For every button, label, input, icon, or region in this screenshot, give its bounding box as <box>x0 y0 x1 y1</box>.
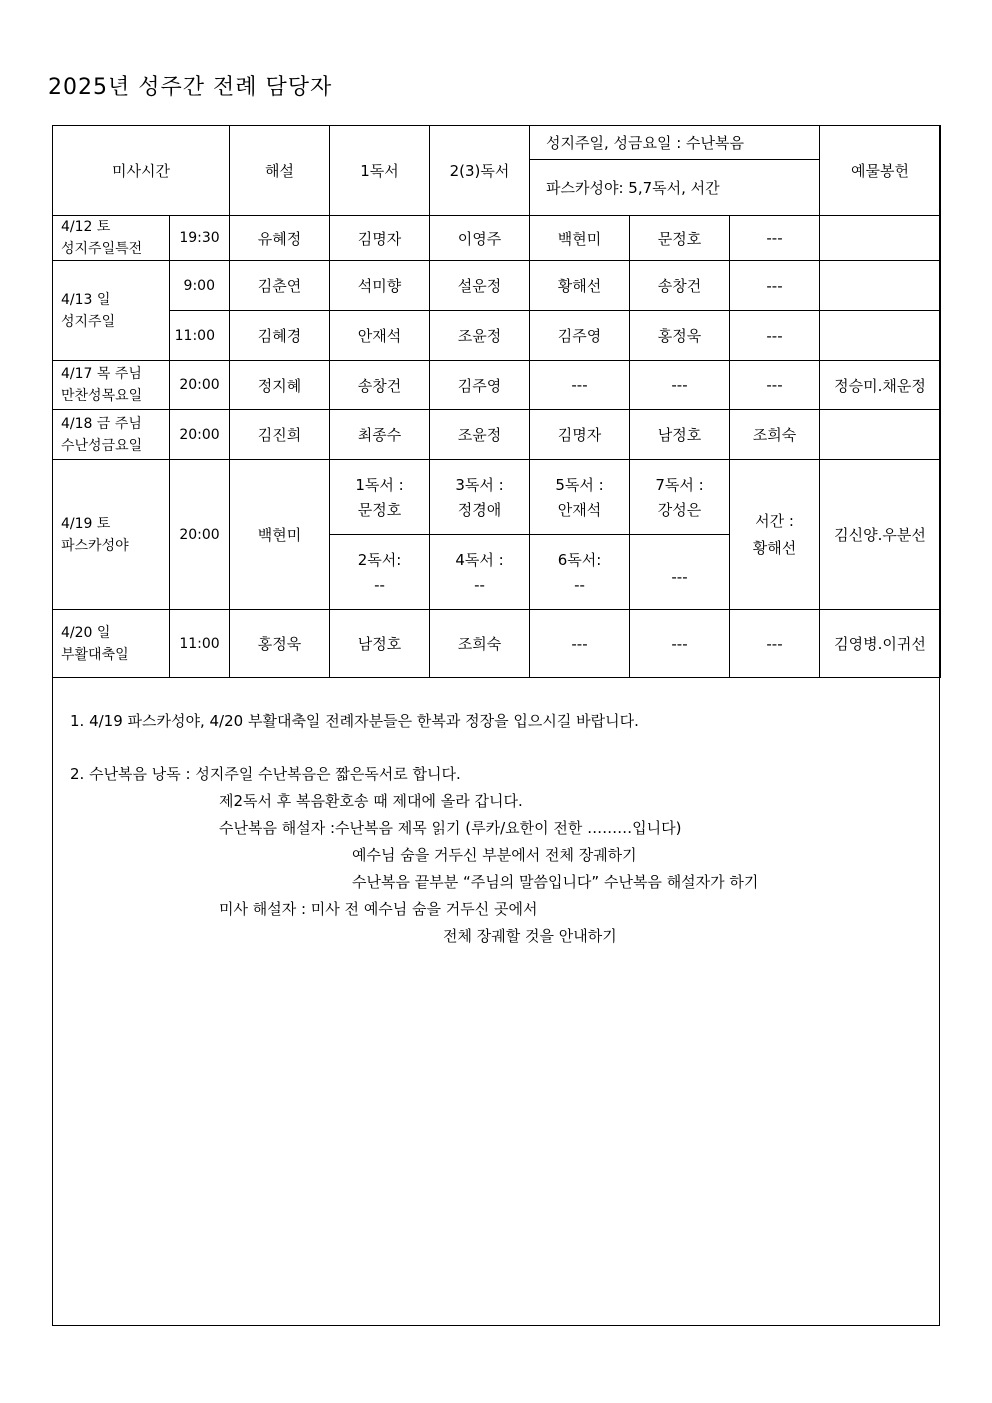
header-passion-bottom: 파스카성야: 5,7독서, 서간 <box>530 160 820 216</box>
passion-cell: --- <box>730 311 820 361</box>
header-offering: 예물봉헌 <box>820 126 941 216</box>
passion-cell: --- <box>730 216 820 261</box>
passion-cell: --- <box>730 610 820 678</box>
time-cell: 20:00 <box>170 410 230 460</box>
reader23-cell: 김주영 <box>430 361 530 410</box>
passion-cell: --- <box>630 361 730 410</box>
offering-cell <box>820 261 941 311</box>
reader1-cell: 송창건 <box>330 361 430 410</box>
vigil-reading-cell: 6독서: -- <box>530 535 630 610</box>
passion-cell: 송창건 <box>630 261 730 311</box>
header-commentary: 해설 <box>230 126 330 216</box>
passion-cell: --- <box>730 261 820 311</box>
table-row <box>53 410 941 460</box>
reader1-cell: 남정호 <box>330 610 430 678</box>
passion-cell: --- <box>630 610 730 678</box>
reader1-cell: 안재석 <box>330 311 430 361</box>
note-line: 2. 수난복음 낭독 : 성지주일 수난복음은 짧은독서로 합니다. <box>70 765 461 783</box>
note-line: 수난복음 끝부분 “주님의 말씀입니다” 수난복음 해설자가 하기 <box>352 873 759 891</box>
note-line: 미사 해설자 : 미사 전 예수님 숨을 거두신 곳에서 <box>219 900 538 918</box>
header-reader1: 1독서 <box>330 126 430 216</box>
commentary-cell: 김춘연 <box>230 261 330 311</box>
passion-cell: 황해선 <box>530 261 630 311</box>
passion-cell: --- <box>530 361 630 410</box>
time-cell: 20:00 <box>170 361 230 410</box>
reader1-cell: 김명자 <box>330 216 430 261</box>
passion-cell: 홍정욱 <box>630 311 730 361</box>
table-row <box>53 311 941 361</box>
vigil-reading-cell: 2독서: -- <box>330 535 430 610</box>
note-line: 1. 4/19 파스카성야, 4/20 부활대축일 전례자분들은 한복과 정장을 입으시길 바랍니다. <box>70 712 639 730</box>
commentary-cell: 유혜정 <box>230 216 330 261</box>
commentary-cell: 김진희 <box>230 410 330 460</box>
note-line: 전체 장궤할 것을 안내하기 <box>443 927 617 945</box>
passion-cell: --- <box>530 610 630 678</box>
commentary-cell: 김혜경 <box>230 311 330 361</box>
commentary-cell: 정지혜 <box>230 361 330 410</box>
table-row <box>53 216 941 261</box>
passion-cell: --- <box>730 361 820 410</box>
date-cell: 4/17 목 주님 만찬성목요일 <box>53 361 170 410</box>
date-cell: 4/19 토 파스카성야 <box>53 460 170 610</box>
header-mass-time: 미사시간 <box>53 126 230 216</box>
time-cell: 20:00 <box>170 460 230 610</box>
offering-cell <box>820 311 941 361</box>
header-reader23: 2(3)독서 <box>430 126 530 216</box>
date-cell: 4/18 금 주님 수난성금요일 <box>53 410 170 460</box>
passion-cell: 문정호 <box>630 216 730 261</box>
reader23-cell: 조윤정 <box>430 410 530 460</box>
epistle-cell: 서간 : 황해선 <box>730 460 820 610</box>
offering-cell: 정승미.채운정 <box>820 361 941 410</box>
date-cell: 4/13 일 성지주일 <box>53 261 170 361</box>
vigil-reading-cell: 3독서 : 정경애 <box>430 460 530 535</box>
passion-cell: 김명자 <box>530 410 630 460</box>
offering-cell: 김신양.우분선 <box>820 460 941 610</box>
reader23-cell: 이영주 <box>430 216 530 261</box>
date-cell: 4/20 일 부활대축일 <box>53 610 170 678</box>
note-line: 예수님 숨을 거두신 부분에서 전체 장궤하기 <box>352 846 637 864</box>
reader23-cell: 조윤정 <box>430 311 530 361</box>
offering-cell <box>820 216 941 261</box>
page-title: 2025년 성주간 전례 담당자 <box>48 75 333 100</box>
time-cell: 19:30 <box>170 216 230 261</box>
header-passion-top: 성지주일, 성금요일 : 수난복음 <box>530 126 820 160</box>
vigil-reading-cell: 4독서 : -- <box>430 535 530 610</box>
vigil-reading-cell: 5독서 : 안재석 <box>530 460 630 535</box>
passion-cell: 조희숙 <box>730 410 820 460</box>
table-row <box>53 261 941 311</box>
commentary-cell: 홍정욱 <box>230 610 330 678</box>
vigil-reading-cell: --- <box>630 535 730 610</box>
time-cell: 11:00 <box>170 311 230 361</box>
table-row <box>53 361 941 410</box>
reader23-cell: 조희숙 <box>430 610 530 678</box>
date-cell: 4/12 토 성지주일특전 <box>53 216 170 261</box>
time-cell: 11:00 <box>170 610 230 678</box>
note-line: 수난복음 해설자 :수난복음 제목 읽기 (루카/요한이 전한 ………입니다) <box>219 819 682 837</box>
table-row <box>53 460 941 535</box>
reader1-cell: 최종수 <box>330 410 430 460</box>
passion-cell: 김주영 <box>530 311 630 361</box>
reader1-cell: 석미향 <box>330 261 430 311</box>
reader23-cell: 설운정 <box>430 261 530 311</box>
vigil-reading-cell: 7독서 : 강성은 <box>630 460 730 535</box>
offering-cell: 김영병.이귀선 <box>820 610 941 678</box>
time-cell: 9:00 <box>170 261 230 311</box>
table-row <box>53 610 941 678</box>
passion-cell: 백현미 <box>530 216 630 261</box>
schedule-table <box>52 125 941 678</box>
note-line: 제2독서 후 복음환호송 때 제대에 올라 갑니다. <box>219 792 523 810</box>
vigil-reading-cell: 1독서 : 문정호 <box>330 460 430 535</box>
passion-cell: 남정호 <box>630 410 730 460</box>
commentary-cell: 백현미 <box>230 460 330 610</box>
offering-cell <box>820 410 941 460</box>
